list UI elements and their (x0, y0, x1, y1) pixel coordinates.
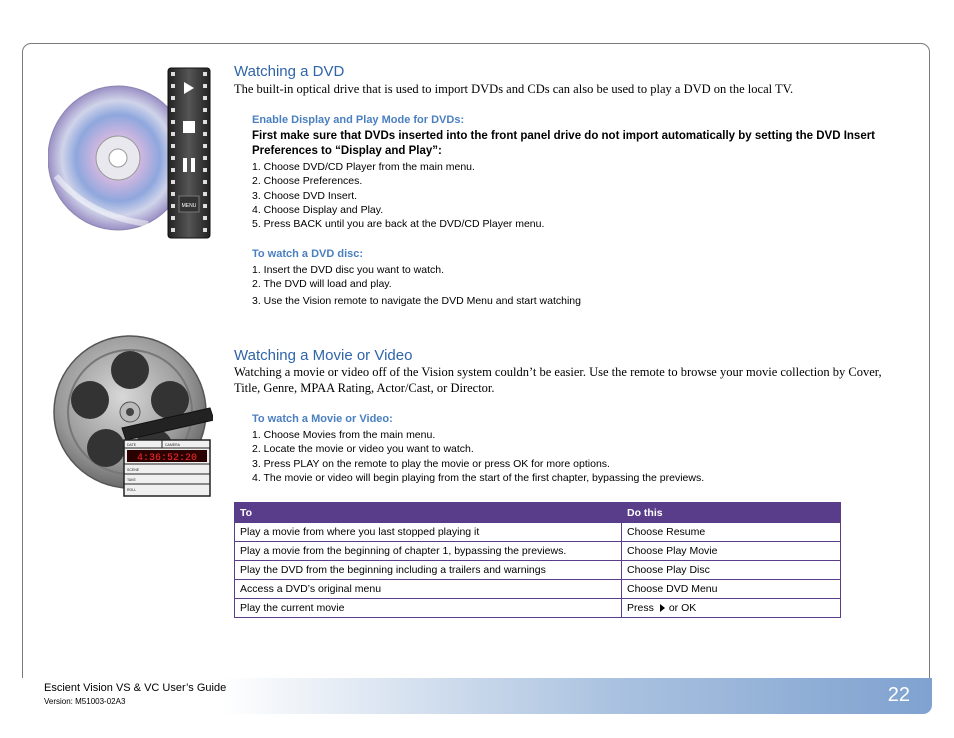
or-ok-label: or OK (668, 602, 697, 614)
dvd-intro-text: The built-in optical drive that is used to import DVDs and CDs can also be used to play a DVD on the local TV. (234, 82, 794, 96)
watch-dvd-heading: To watch a DVD disc: (252, 248, 364, 260)
watch-dvd-steps (252, 263, 581, 308)
clap-label-date: DATE (127, 443, 137, 447)
table-row (235, 542, 841, 561)
enable-display-note: First make sure that DVDs inserted into the front panel drive do not import automatically by setting the DVD Insert Preferences to “Display and Play”: (252, 130, 876, 157)
clap-label-scene: SCENE (127, 468, 140, 472)
film-reel-clapboard-icon (48, 334, 213, 499)
table-row (235, 523, 841, 542)
table-cell: Choose DVD Menu (622, 580, 841, 599)
list-item: 1. Choose Movies from the main menu. (252, 429, 436, 441)
list-item: 5. Press BACK until you are back at the DVD/CD Player menu. (252, 218, 545, 231)
clap-label-camera: CAMERA (165, 443, 180, 447)
enable-display-heading: Enable Display and Play Mode for DVDs: (252, 114, 465, 126)
footer-title: Escient Vision VS & VC User’s Guide (44, 682, 227, 694)
list-item: 3. Choose DVD Insert. (252, 189, 358, 202)
table-row (235, 599, 841, 618)
table-cell: Play the DVD from the beginning including a trailers and warnings (235, 561, 622, 580)
table-header-do-this: Do this (622, 503, 841, 523)
table-header-to: To (235, 503, 622, 523)
table-cell: Play the current movie (235, 599, 622, 618)
list-item: 1. Choose DVD/CD Player from the main menu. (252, 161, 475, 173)
table-row (235, 580, 841, 599)
clap-label-roll: ROLL (127, 488, 137, 492)
list-item: 3. Press PLAY on the remote to play the movie or press OK for more options. (252, 457, 610, 470)
press-label: Press (627, 602, 654, 614)
footer-version: Version: M51003-02A3 (44, 697, 126, 706)
table-cell: Play a movie from the beginning of chapter 1, bypassing the previews. (235, 542, 622, 561)
table-cell: Access a DVD’s original menu (235, 580, 622, 599)
movie-intro-text: Watching a movie or video off of the Vision system couldn’t be easier. Use the remote to browse your movie collection by Cover, Title, Genre, MPAA Rating, Actor/Cast, or Director. (234, 365, 882, 395)
clap-label-take: TAKE (127, 478, 136, 482)
actions-table (234, 502, 841, 618)
table-cell: Choose Play Movie (622, 542, 841, 561)
list-item: 2. Locate the movie or video you want to watch. (252, 443, 474, 456)
enable-display-steps (252, 160, 544, 231)
section-heading-movie: Watching a Movie or Video (234, 347, 413, 364)
list-item: 3. Use the Vision remote to navigate the DVD Menu and start watching (252, 294, 581, 307)
table-cell: Choose Play Disc (622, 561, 841, 580)
page-number: 22 (887, 684, 910, 706)
menu-label: MENU (181, 203, 197, 209)
table-cell (622, 599, 841, 618)
table-cell: Choose Resume (622, 523, 841, 542)
watch-movie-steps (252, 428, 704, 485)
table-row (235, 561, 841, 580)
list-item: 2. Choose Preferences. (252, 175, 363, 188)
timecode-display: 4:36:52:20 (136, 453, 198, 464)
list-item: 4. Choose Display and Play. (252, 203, 384, 216)
table-cell: Play a movie from where you last stopped playing it (235, 523, 622, 542)
list-item: 4. The movie or video will begin playing from the start of the first chapter, bypassing the previews. (252, 471, 705, 484)
list-item: 1. Insert the DVD disc you want to watch. (252, 264, 445, 276)
play-arrow-icon (660, 604, 665, 612)
watch-movie-heading: To watch a Movie or Video: (252, 413, 393, 425)
dvd-disc-icon (48, 66, 213, 246)
list-item: 2. The DVD will load and play. (252, 278, 392, 291)
table-header-row (235, 503, 841, 523)
section-heading-dvd: Watching a DVD (234, 63, 345, 80)
